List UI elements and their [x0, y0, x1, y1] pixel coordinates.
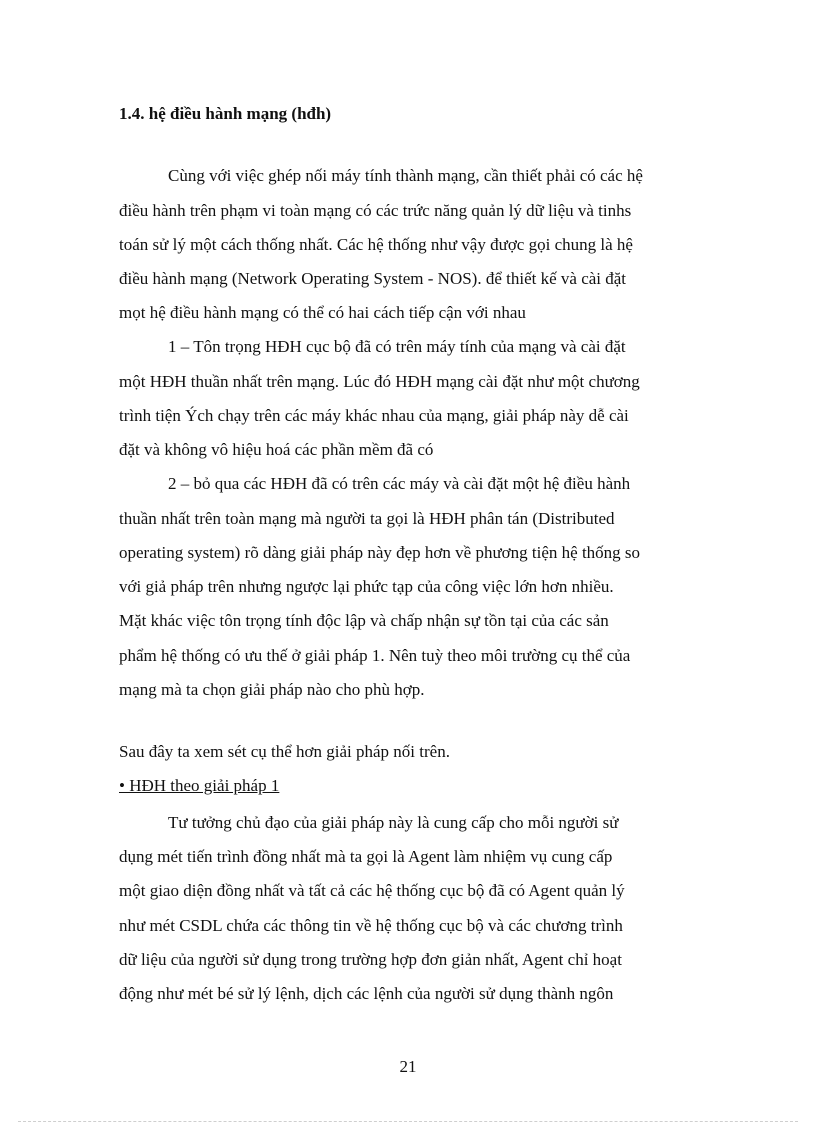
paragraph-2-line-1: 1 – Tôn trọng HĐH cục bộ đã có trên máy tính của mạng và cài đặt [168, 337, 626, 356]
paragraph-1-line-1: Cùng với việc ghép nối máy tính thành mạng, cần thiết phải có các hệ [168, 166, 643, 185]
paragraph-3-line-1: 2 – bỏ qua các HĐH đã có trên các máy và cài đặt một hệ điều hành [168, 474, 631, 493]
paragraph-3-line-4: với giả pháp trên nhưng ngược lại phức tạp của công việc lớn hơn nhiều. [119, 577, 614, 596]
paragraph-1-line-4: điều hành mạng (Network Operating System - NOS). để thiết kế và cài đặt [119, 269, 627, 288]
paragraph-4-line-4: như mét CSDL chứa các thông tin về hệ thống cục bộ và các chương trình [119, 916, 623, 935]
paragraph-4-line-1: Tư tưởng chủ đạo của giải pháp này là cung cấp cho mỗi người sử [168, 813, 619, 832]
paragraph-3-line-2: thuần nhất trên toàn mạng mà người ta gọi là HĐH phân tán (Distributed [119, 509, 615, 528]
paragraph-4-line-3: một giao diện đồng nhất và tất cả các hệ thống cục bộ đã có Agent quản lý [119, 881, 625, 900]
paragraph-3-line-7: mạng mà ta chọn giải pháp nào cho phù hợp. [119, 680, 425, 699]
paragraph-2-line-3: trình tiện Ých chạy trên các máy khác nhau của mạng, giải pháp này dễ cài [119, 406, 629, 425]
paragraph-2-line-2: một HĐH thuần nhất trên mạng. Lúc đó HĐH mạng cài đặt như một chương [119, 372, 640, 391]
paragraph-1-line-2: điều hành trên phạm vi toàn mạng có các trức năng quản lý dữ liệu và tinhs [119, 201, 632, 220]
paragraph-4-line-6: động như mét bé sử lý lệnh, dịch các lệnh của người sử dụng thành ngôn [119, 984, 614, 1003]
bullet-heading: • HĐH theo giải pháp 1 [119, 776, 280, 795]
page-number: 21 [399, 1057, 417, 1076]
intro-line: Sau đây ta xem sét cụ thể hơn giải pháp nối trên. [119, 742, 450, 761]
paragraph-1-line-5: mọt hệ điều hành mạng có thể có hai cách tiếp cận với nhau [119, 303, 526, 322]
section-heading: 1.4. hệ điều hành mạng (hđh) [119, 104, 332, 123]
paragraph-3-line-3: operating system) rõ dàng giải pháp này đẹp hơn về phương tiện hệ thống so [119, 543, 641, 562]
paragraph-4-line-5: dữ liệu của người sử dụng trong trường hợp đơn giản nhất, Agent chỉ hoạt [119, 950, 622, 969]
paragraph-3-line-6: phẩm hệ thống có ưu thế ở giải pháp 1. Nên tuỳ theo môi trường cụ thể của [119, 646, 631, 665]
paragraph-1-line-3: toán sử lý một cách thống nhất. Các hệ thống như vậy được gọi chung là hệ [119, 235, 633, 254]
paragraph-2-line-4: đặt và không vô hiệu hoá các phần mềm đã có [119, 440, 434, 459]
paragraph-3-line-5: Mặt khác việc tôn trọng tính độc lập và chấp nhận sự tồn tại của các sản [119, 611, 609, 630]
page-bottom-divider [18, 1121, 798, 1122]
paragraph-4-line-2: dụng mét tiến trình đồng nhất mà ta gọi là Agent làm nhiệm vụ cung cấp [119, 847, 613, 866]
